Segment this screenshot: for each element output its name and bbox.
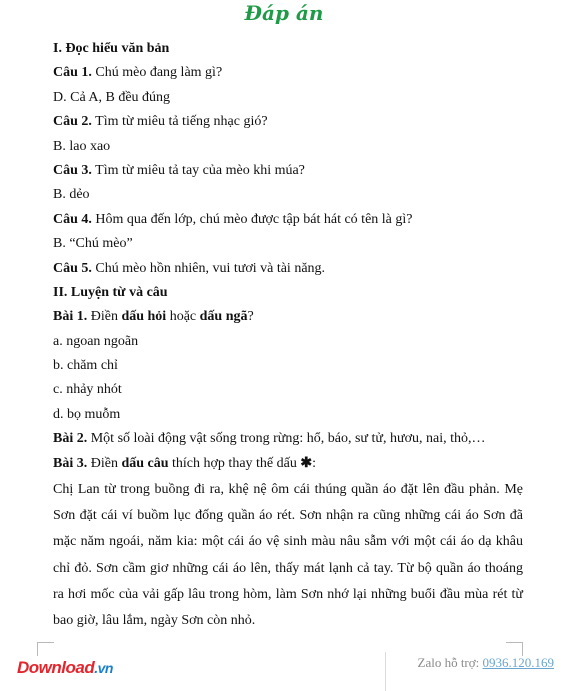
exercise-text: Điền bbox=[87, 309, 122, 325]
question-label: Câu 4. bbox=[53, 211, 92, 227]
exercise-text: ? bbox=[247, 309, 254, 325]
question-5 bbox=[53, 257, 523, 281]
support-phone-link[interactable]: 0936.120.169 bbox=[482, 655, 554, 670]
exercise-text: Một số loài động vật sống trong rừng: hổ, báo, sư tử, hươu, nai, thỏ,… bbox=[87, 431, 486, 447]
answer-4: B. “Chú mèo” bbox=[53, 236, 133, 252]
exercise-3 bbox=[53, 452, 523, 476]
exercise-label: Bài 1. bbox=[53, 309, 88, 325]
page-footer bbox=[0, 645, 568, 691]
list-item: c. nhảy nhót bbox=[53, 382, 122, 398]
exercise-2 bbox=[53, 427, 523, 451]
exercise-text: Điền bbox=[87, 455, 122, 471]
question-label: Câu 5. bbox=[53, 260, 92, 276]
answer-3: B. dẻo bbox=[53, 187, 90, 203]
list-item: b. chăm chỉ bbox=[53, 358, 118, 374]
question-label: Câu 2. bbox=[53, 114, 92, 130]
question-2 bbox=[53, 110, 523, 134]
exercise-emphasis: dấu câu bbox=[121, 455, 169, 471]
question-1 bbox=[53, 61, 523, 85]
question-text: Chú mèo hồn nhiên, vui tươi và tài năng. bbox=[91, 260, 326, 276]
zalo-support bbox=[418, 655, 555, 671]
exercise-text: : bbox=[312, 455, 316, 471]
section-heading-vocabulary: II. Luyện từ và câu bbox=[53, 284, 168, 300]
crop-mark bbox=[506, 642, 523, 643]
download-logo[interactable] bbox=[17, 658, 113, 678]
asterisk-symbol: ✱ bbox=[300, 455, 313, 471]
question-text: Hôm qua đến lớp, chú mèo được tập bát hát có tên là gì? bbox=[91, 211, 413, 227]
question-label: Câu 3. bbox=[53, 162, 92, 178]
support-label: Zalo hỗ trợ: bbox=[417, 655, 483, 670]
answer-content bbox=[53, 37, 523, 634]
crop-mark bbox=[37, 642, 54, 643]
question-4 bbox=[53, 208, 523, 232]
answer-1: D. Cả A, B đều đúng bbox=[53, 89, 171, 105]
list-item: d. bọ muỗm bbox=[53, 406, 121, 422]
question-text: Tìm từ miêu tả tay của mèo khi múa? bbox=[91, 162, 305, 178]
question-text: Tìm từ miêu tả tiếng nhạc gió? bbox=[91, 114, 268, 130]
exercise-3-paragraph: Chị Lan từ trong buồng đi ra, khệ nệ ôm cái thúng quần áo đặt lên đầu phản. Mẹ Sơn đặt cái ví buồm lục đống quần áo rét. Sơn nhận ra cũng những cái áo Sơn đã mặc năm ngoái, năm kia: một cái áo vệ sinh màu nâu sẫm với một cái áo dạ khâu chỉ đỏ. Sơn cầm giơ những cái áo lên, thấy mát lạnh cả tay. Từ bộ quần áo thoáng ra hơi mốc của vải gấp lâu trong hòm, làm Sơn nhớ lại những buổi đầu mùa rét từ bao giờ, lâu lắm, ngày Sơn còn nhỏ. bbox=[53, 482, 523, 629]
logo-text: Download bbox=[17, 658, 95, 677]
answer-2: B. lao xao bbox=[53, 138, 111, 154]
exercise-emphasis: dấu hỏi bbox=[121, 309, 167, 325]
question-3 bbox=[53, 159, 523, 183]
question-text: Chú mèo đang làm gì? bbox=[91, 65, 223, 81]
list-item: a. ngoan ngoãn bbox=[53, 333, 139, 349]
question-label: Câu 1. bbox=[53, 65, 92, 81]
exercise-text: thích hợp thay thế dấu bbox=[168, 455, 301, 471]
exercise-label: Bài 2. bbox=[53, 431, 88, 447]
section-heading-reading: I. Đọc hiểu văn bản bbox=[53, 41, 170, 56]
exercise-label: Bài 3. bbox=[53, 455, 88, 471]
page-title: Đáp án bbox=[244, 1, 324, 25]
exercise-1 bbox=[53, 305, 523, 329]
exercise-text: hoặc bbox=[166, 309, 200, 325]
exercise-emphasis: dấu ngã bbox=[199, 309, 248, 325]
logo-domain: .vn bbox=[94, 660, 113, 676]
